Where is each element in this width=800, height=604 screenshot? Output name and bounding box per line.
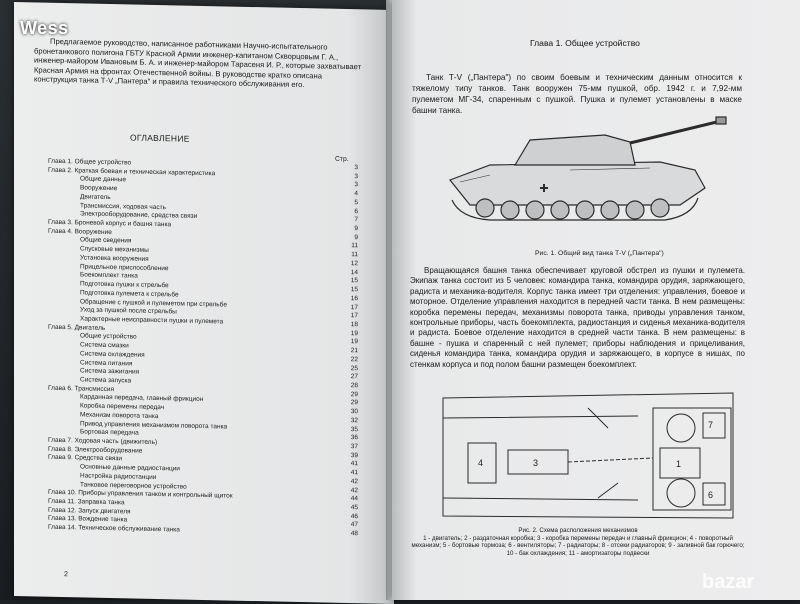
left-page bbox=[14, 2, 394, 604]
toc-entry-page: 9 bbox=[354, 233, 358, 241]
toc-entry-page: 47 bbox=[350, 521, 358, 529]
toc-entry-page: 21 bbox=[350, 347, 358, 355]
toc-entry-title: Система смазки bbox=[80, 341, 129, 350]
toc-entry-page: 32 bbox=[350, 416, 358, 425]
toc-entry-page: 45 bbox=[350, 504, 358, 512]
toc-entry-page: 35 bbox=[350, 425, 358, 433]
toc-entry-page: 39 bbox=[350, 451, 358, 459]
toc-entry-title: Двигатель bbox=[80, 193, 111, 201]
toc-entry-page: 44 bbox=[350, 495, 358, 503]
toc-entry-page: 22 bbox=[350, 355, 358, 364]
chapter-title: Глава 1. Общее устройство bbox=[530, 38, 640, 48]
toc-title: ОГЛАВЛЕНИЕ bbox=[130, 132, 190, 144]
toc-entry-page: 14 bbox=[350, 268, 358, 276]
toc-entry-title: Коробка перемены передач bbox=[80, 402, 165, 412]
toc-entry-title: Глава 3. Броневой корпус и башня танка bbox=[48, 218, 172, 229]
toc-entry-page: 36 bbox=[350, 434, 358, 442]
toc-entry-title: Глава 11. Заправка танка bbox=[48, 497, 125, 507]
toc-entry-title: Электрооборудование, средства связи bbox=[80, 210, 198, 221]
toc-entry-title: Привод управления механизмом поворота танка bbox=[80, 419, 228, 431]
toc-entry-page: 12 bbox=[350, 259, 358, 268]
svg-text:1: 1 bbox=[676, 459, 682, 469]
toc-entry-page: 29 bbox=[350, 390, 358, 398]
toc-entry-title: Система запуска bbox=[80, 376, 132, 385]
toc-entry-page: 7 bbox=[354, 216, 358, 224]
toc-entry-page: 11 bbox=[351, 242, 358, 250]
toc-entry-title: Боекомплект танка bbox=[80, 271, 138, 280]
toc-entry-title: Спусковые механизмы bbox=[80, 245, 149, 255]
toc-entry-page: 41 bbox=[350, 460, 358, 468]
table-of-contents bbox=[48, 155, 358, 539]
toc-entry-page: 5 bbox=[354, 199, 358, 207]
tank-illustration bbox=[430, 110, 730, 230]
toc-entry-page: 19 bbox=[350, 338, 358, 346]
svg-text:6: 6 bbox=[708, 490, 714, 500]
toc-entry-title: Подготовка пушки к стрельбе bbox=[80, 280, 169, 290]
toc-entry-page: 41 bbox=[350, 469, 358, 477]
figure-2-caption-block bbox=[408, 527, 748, 557]
toc-entry-page: 9 bbox=[354, 225, 358, 233]
watermark-text: Wess bbox=[20, 18, 69, 38]
toc-entry-title: Глава 4. Вооружение bbox=[48, 227, 112, 236]
toc-entry-title: Общие сведения bbox=[80, 236, 132, 245]
toc-entry-page: 3 bbox=[354, 172, 358, 180]
toc-entry-page: 17 bbox=[350, 303, 358, 311]
toc-entry-title: Обращение с пушкой и пулеметом при стрельбе bbox=[80, 297, 227, 308]
toc-entry-title: Глава 10. Приборы управления танком и контрольный щиток bbox=[48, 489, 233, 500]
body-paragraph-2: Вращающаяся башня танка обеспечивает круговой обстрел из пушки и пулемета. Экипаж танка состоит из 5 человек: командира танка, командира орудия, заряжающего, радиста и механика-водителя. Корпус танка имеет три отделения: управления, боевое и моторное. Отделение управления находится в передней части танка. В нем размещены: коробка перемены передач, механизмы поворота танка, приводы управления танком, контрольные приборы, часть боекомплекта, радиостанция и сиденья механика-водителя и радиста. Боевое отделение находится в средней части танка. В нем размещены: в башне - пушка и спаренный с ней пулемет; приборы наблюдения и прицеливания, сиденья командира танка, командира орудия и заряжающего, в корпусе в нишах, по стенкам корпуса и под полом башни размещен боекомплект. bbox=[410, 266, 745, 369]
toc-entry-page: 3 bbox=[354, 181, 358, 189]
toc-entry-page: 15 bbox=[350, 286, 358, 294]
toc-entry-title: Система охлаждения bbox=[80, 350, 145, 359]
svg-text:4: 4 bbox=[478, 458, 484, 468]
toc-entry-page: 15 bbox=[350, 277, 358, 285]
figure-2-caption: Рис. 2. Схема расположения механизмов bbox=[518, 527, 638, 534]
toc-entry-title: Система питания bbox=[80, 358, 133, 368]
toc-entry-page: 30 bbox=[350, 408, 358, 416]
toc-entry-page: 6 bbox=[354, 207, 358, 215]
toc-entry-page: 27 bbox=[350, 373, 358, 381]
page-number: 2 bbox=[64, 571, 68, 579]
toc-entry-title: Основные данные радиостанции bbox=[80, 463, 180, 473]
figure-2-legend: 1 - двигатель; 2 - раздаточная коробка; 3 - коробка перемены передач и главный фрикцион; 4 - поворотный механизм; 5 - бортовые тормоза; 6 - вентиляторы; 7 - радиаторы; 8 - отсеки радиаторов; 9 - заливной бак горючего; 10 - бак охлаждения; 11 - амортизаторы подвески bbox=[411, 534, 745, 557]
toc-entry-title: Вооружение bbox=[80, 184, 118, 193]
toc-entry-title: Глава 12. Запуск двигателя bbox=[48, 506, 131, 516]
toc-entry-title: Глава 6. Трансмиссия bbox=[48, 384, 115, 393]
toc-entry-title: Бортовая передача bbox=[80, 428, 139, 437]
toc-entry-title: Глава 8. Электрооборудование bbox=[48, 445, 143, 455]
svg-text:7: 7 bbox=[708, 420, 714, 430]
toc-entry-title: Механизм поворота танка bbox=[80, 411, 159, 420]
toc-entry-page: 46 bbox=[350, 512, 358, 520]
toc-entry-title: Прицельное приспособление bbox=[80, 263, 169, 272]
toc-entry-title: Глава 7. Ходовая часть (движитель) bbox=[48, 436, 158, 447]
toc-entry-page: 11 bbox=[351, 251, 358, 259]
toc-entry-title: Глава 5. Двигатель bbox=[48, 323, 106, 332]
toc-entry-page: 48 bbox=[350, 530, 358, 538]
bazar-logo bbox=[698, 560, 798, 600]
toc-entry-title: Карданная передача, главный фрикцион bbox=[80, 393, 204, 404]
body-paragraph-1: Танк Т-V („Пантера") по своим боевым и техническим данным относится к тяжелому типу танков. Танк вооружен 75-мм пушкой, обр. 1942 г. и 7,92-мм пулеметом МГ-34, спаренным с пушкой. Пушка и пулемет установлены в маске башни танка. bbox=[412, 73, 742, 115]
toc-entry-page: 42 bbox=[350, 477, 358, 486]
toc-entry-title: Система зажигания bbox=[80, 367, 140, 376]
toc-entry-page: 25 bbox=[350, 364, 358, 372]
mechanism-layout-diagram bbox=[438, 388, 738, 523]
logo-text: bazar bbox=[702, 571, 755, 593]
toc-entry-page: 17 bbox=[350, 312, 358, 320]
toc-entry-title: Уход за пушкой после стрельбы bbox=[80, 306, 177, 316]
toc-entry-title: Глава 1. Общее устройство bbox=[48, 157, 132, 167]
toc-entry-page: 4 bbox=[354, 190, 358, 198]
toc-entry-title: Подготовка пулемета к стрельбе bbox=[80, 289, 179, 299]
figure-1-caption: Рис. 1. Общий вид танка Т-V („Пантера") bbox=[535, 250, 664, 257]
toc-entry-title: Общие устройство bbox=[80, 332, 137, 341]
toc-entry-page: 3 bbox=[354, 164, 358, 172]
toc-entry-title: Характерные неисправности пушки и пулемета bbox=[80, 315, 224, 326]
toc-entry-page: 37 bbox=[350, 443, 358, 451]
toc-entry-title: Настройка радиостанции bbox=[80, 472, 157, 481]
toc-entry-title: Глава 14. Техническое обслуживание танка bbox=[48, 523, 180, 534]
svg-text:3: 3 bbox=[533, 458, 539, 468]
toc-entry-title: Глава 13. Вождение танка bbox=[48, 515, 128, 524]
toc-entry-title: Трансмиссия, ходовая часть bbox=[80, 201, 167, 211]
toc-entry-title: Глава 2. Краткая боевая и техническая характеристика bbox=[48, 166, 216, 177]
toc-entry-page: 42 bbox=[350, 486, 358, 494]
toc-entry-title: Общие данные bbox=[80, 175, 127, 184]
toc-entry-page: 16 bbox=[350, 294, 358, 303]
page-column-label: Стр. bbox=[335, 155, 349, 164]
toc-entry-title: Глава 9. Средства связи bbox=[48, 454, 122, 463]
toc-entry-title: Установка вооружения bbox=[80, 254, 149, 263]
toc-entry-page: 18 bbox=[350, 321, 358, 329]
toc-entry-page: 19 bbox=[350, 329, 358, 337]
toc-entry-page: 28 bbox=[350, 382, 358, 390]
toc-entry-title: Танковое переговорное устройство bbox=[80, 480, 187, 491]
intro-paragraph: Предлагаемое руководство, написанное работниками Научно-испытательного бронетанкового полигона ГБТУ Красной Армии инженер-капитаном Скворцовым Г. А., инженер-майором Ивановым Б. А. и инженер-майором Тарасеня И. Р., которые захватывает Красная Армия на фронтах Отечественной войны. В руководстве кратко описана конструкция танка Т-V „Пантера" и правила технического обслуживания его. bbox=[34, 36, 362, 90]
toc-entry-page: 29 bbox=[350, 399, 358, 407]
